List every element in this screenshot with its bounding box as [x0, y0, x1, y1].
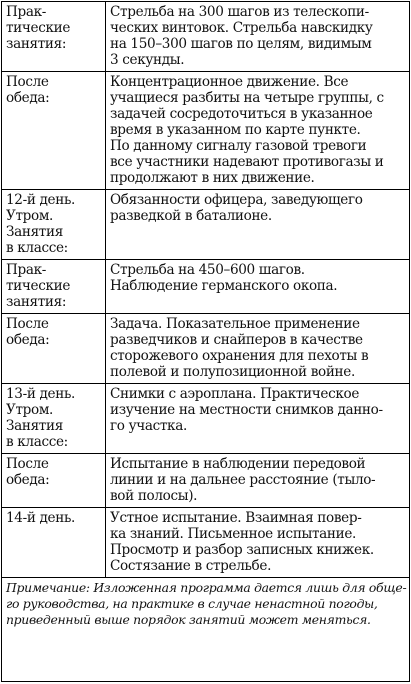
period-line: занятия:: [6, 36, 67, 52]
activity-line: Наблюдение германского окопа.: [110, 278, 338, 294]
schedule-activity: [106, 454, 410, 508]
schedule-row: [2, 314, 409, 384]
activity-line: учащиеся разбиты на четыре группы, с: [110, 90, 384, 106]
activity-line: ка знаний. Письменное испытание.: [110, 526, 357, 542]
period-line: Занятия: [6, 224, 63, 240]
activity-line: Стрельба на 300 шагов из телескопи-: [110, 4, 369, 20]
period-line: Прак-: [6, 4, 47, 20]
period-line: 13-й день.: [6, 386, 75, 402]
schedule-row: [2, 260, 409, 314]
activity-line: разведкой в баталионе.: [110, 208, 272, 224]
schedule-activity: [106, 260, 410, 314]
schedule-activity: [106, 314, 410, 384]
schedule-row: [2, 384, 409, 454]
period-line: тические: [6, 20, 71, 36]
schedule-activity: [106, 384, 410, 454]
schedule-period: [2, 72, 106, 190]
schedule-row: [2, 2, 409, 72]
activity-line: продолжают в них движение.: [110, 170, 315, 186]
period-line: Утром.: [6, 208, 54, 224]
activity-line: Устное испытание. Взаимная повер-: [110, 510, 362, 526]
activity-line: ческих винтовок. Стрельба навскидку: [110, 20, 373, 36]
schedule-period: [2, 384, 106, 454]
schedule-table: [2, 2, 409, 577]
document-page: [1, 1, 410, 682]
activity-line: го участка.: [110, 418, 187, 434]
activity-line: Испытание в наблюдении передовой: [110, 456, 366, 472]
period-line: Прак-: [6, 262, 47, 278]
footnote-line: Примечание: Изложенная программа дается лишь для обще-: [6, 580, 407, 595]
period-line: тические: [6, 278, 71, 294]
activity-line: разведчиков и снайперов в качестве: [110, 332, 363, 348]
period-line: в классе:: [6, 434, 68, 450]
period-line: в классе:: [6, 240, 68, 256]
period-line: После: [6, 74, 49, 90]
activity-line: По данному сигналу газовой тревоги: [110, 138, 367, 154]
period-line: 12-й день.: [6, 192, 75, 208]
period-line: 14-й день.: [6, 510, 75, 526]
schedule-period: [2, 314, 106, 384]
activity-line: полевой и полупозиционной войне.: [110, 364, 355, 380]
schedule-period: [2, 2, 106, 72]
activity-line: на 150–300 шагов по целям, видимым: [110, 36, 372, 52]
period-line: После: [6, 456, 49, 472]
activity-line: вой полосы).: [110, 488, 198, 504]
schedule-activity: [106, 72, 410, 190]
activity-line: Состязание в стрельбе.: [110, 558, 272, 574]
period-line: Занятия: [6, 418, 63, 434]
schedule-period: [2, 190, 106, 260]
activity-line: все участники надевают противогазы и: [110, 154, 384, 170]
period-line: занятия:: [6, 294, 67, 310]
activity-line: Задача. Показательное применение: [110, 316, 360, 332]
schedule-activity: [106, 508, 410, 578]
schedule-activity: [106, 2, 410, 72]
period-line: обеда:: [6, 472, 50, 488]
activity-line: время в указанном по карте пункте.: [110, 122, 361, 138]
activity-line: 3 секунды.: [110, 52, 185, 68]
activity-line: Концентрационное движение. Все: [110, 74, 349, 90]
activity-line: Просмотр и разбор записных книжек.: [110, 542, 374, 558]
footnote: [2, 577, 409, 630]
schedule-row: [2, 454, 409, 508]
schedule-period: [2, 454, 106, 508]
activity-line: Стрельба на 450–600 шагов.: [110, 262, 305, 278]
schedule-row: [2, 190, 409, 260]
activity-line: Снимки с аэроплана. Практическое: [110, 386, 360, 402]
period-line: обеда:: [6, 90, 50, 106]
activity-line: изучение на местности снимков данно-: [110, 402, 383, 418]
schedule-period: [2, 508, 106, 578]
period-line: Утром.: [6, 402, 54, 418]
footnote-line: приведенный выше порядок занятий может меняться.: [6, 612, 371, 627]
footnote-line: го руководства, на практике в случае ненастной погоды,: [6, 596, 378, 611]
schedule-period: [2, 260, 106, 314]
schedule-row: [2, 72, 409, 190]
period-line: После: [6, 316, 49, 332]
activity-line: линии и на дальнее расстояние (тыло-: [110, 472, 376, 488]
activity-line: сторожевого охранения для пехоты в: [110, 348, 369, 364]
schedule-activity: [106, 190, 410, 260]
period-line: обеда:: [6, 332, 50, 348]
activity-line: задачей сосредоточиться в указанное: [110, 106, 373, 122]
schedule-row: [2, 508, 409, 578]
activity-line: Обязанности офицера, заведующего: [110, 192, 363, 208]
